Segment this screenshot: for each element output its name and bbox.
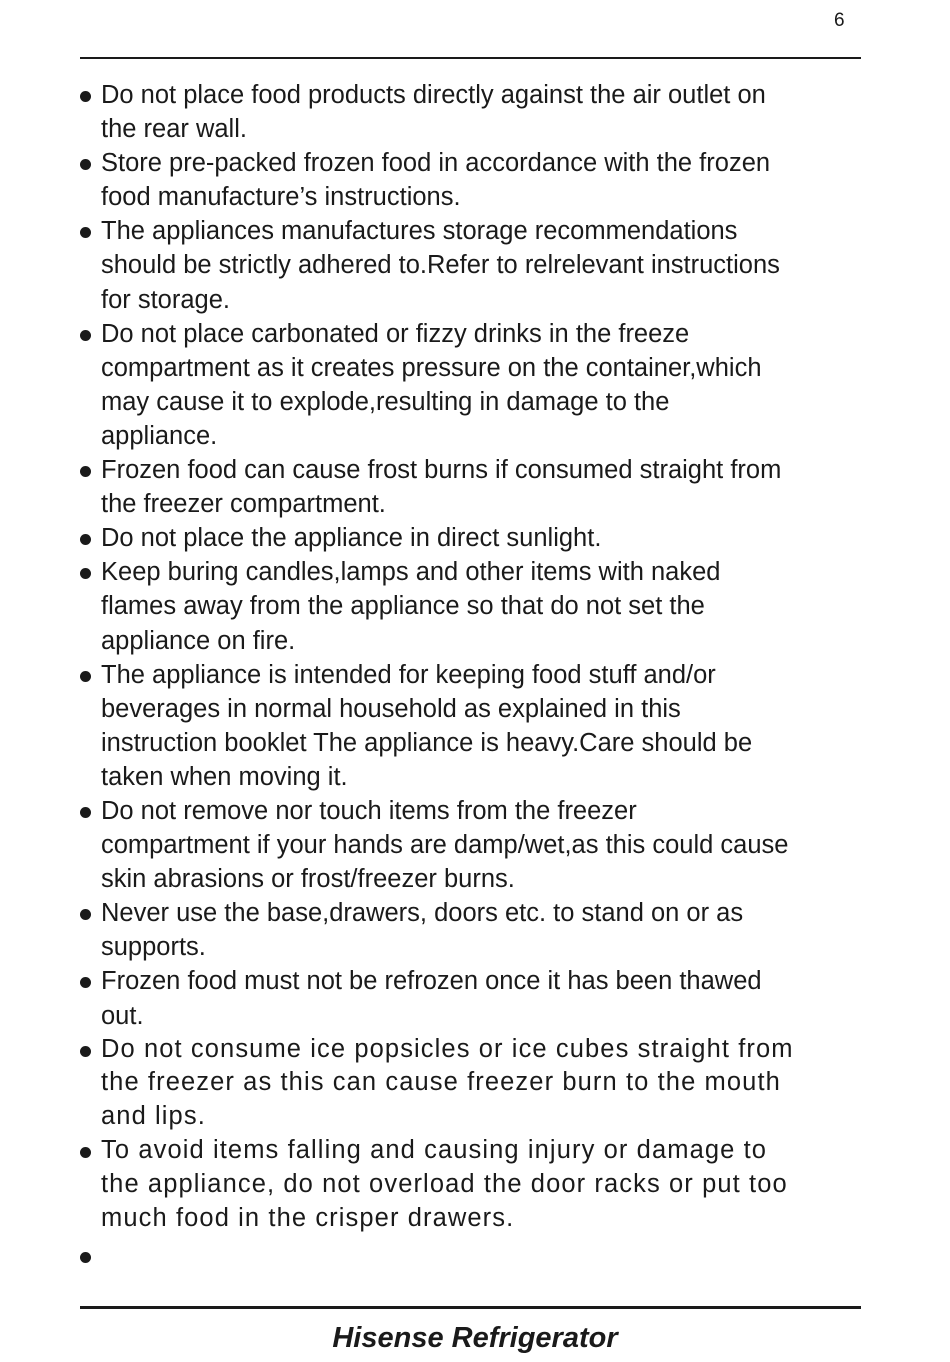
bullet-text: Do not consume ice popsicles or ice cubes straight from the freezer as this can cause freezer burn to the mouth and lips. [101, 1034, 794, 1131]
bullet-item [80, 521, 870, 555]
bullet-text: Keep buring candles,lamps and other items with naked flames away from the appliance so that do not set the appliance on fire. [101, 558, 721, 655]
footer-rule [80, 1306, 861, 1309]
bullet-text: Do not remove nor touch items from the freezer compartment if your hands are damp/wet,as this could cause skin abrasions or frost/freezer burns. [101, 796, 789, 894]
bullet-item [80, 1134, 870, 1235]
bullet-dot-icon [80, 330, 91, 341]
bullet-item [80, 794, 870, 896]
bullet-dot-icon [80, 671, 91, 682]
bullet-item [80, 214, 870, 316]
bullet-text: Do not place food products directly against the air outlet on the rear wall. [101, 81, 766, 144]
bullet-dot-icon [80, 91, 91, 102]
bullet-dot-icon [80, 466, 91, 477]
bullet-dot-icon [80, 534, 91, 545]
bullet-text: Do not place the appliance in direct sunlight. [101, 524, 602, 553]
bullet-item [80, 146, 870, 214]
bullet-text: Frozen food must not be refrozen once it has been thawed out. [101, 967, 762, 1030]
bullet-dot-icon [80, 977, 91, 988]
bullet-text: Do not place carbonated or fizzy drinks in the freeze compartment as it creates pressure on the container,which may cause it to explode,resulting in damage to the appliance. [101, 319, 762, 450]
bullet-dot-icon [80, 159, 91, 170]
footer-brand: Hisense Refrigerator [332, 1322, 618, 1354]
bullet-dot-icon [80, 568, 91, 579]
bullet-text: Store pre-packed frozen food in accordance with the frozen food manufacture’s instructions. [101, 149, 771, 212]
bullet-dot-icon [80, 1147, 91, 1158]
bullet-item [80, 555, 870, 657]
bullet-dot-icon [80, 227, 91, 238]
bullet-item [80, 1239, 870, 1273]
bullet-item [80, 658, 870, 794]
bullet-item [80, 1033, 870, 1134]
bullet-item [80, 453, 870, 521]
bullet-item [80, 317, 870, 453]
header-rule [80, 57, 861, 59]
bullet-text: The appliance is intended for keeping food stuff and/or beverages in normal household as explained in this instruction booklet The appliance is heavy.Care should be taken when moving it. [101, 660, 753, 791]
bullet-item [80, 896, 870, 964]
bullet-text: The appliances manufactures storage recommendations should be strictly adhered to.Refer to relrelevant instructions for storage. [101, 217, 780, 314]
bullet-dot-icon [80, 807, 91, 818]
bullet-text: Never use the base,drawers, doors etc. to stand on or as supports. [101, 899, 744, 962]
bullet-dot-icon [80, 1046, 91, 1057]
page-number: 6 [834, 10, 845, 31]
safety-bullet-list [80, 78, 870, 1273]
bullet-item [80, 964, 870, 1032]
bullet-dot-icon [80, 909, 91, 920]
bullet-dot-icon [80, 1252, 91, 1263]
bullet-item [80, 78, 870, 146]
bullet-text: Frozen food can cause frost burns if consumed straight from the freezer compartment. [101, 456, 782, 519]
bullet-text: To avoid items falling and causing injury or damage to the appliance, do not overload the door racks or put too much food in the crisper drawers. [101, 1136, 788, 1232]
